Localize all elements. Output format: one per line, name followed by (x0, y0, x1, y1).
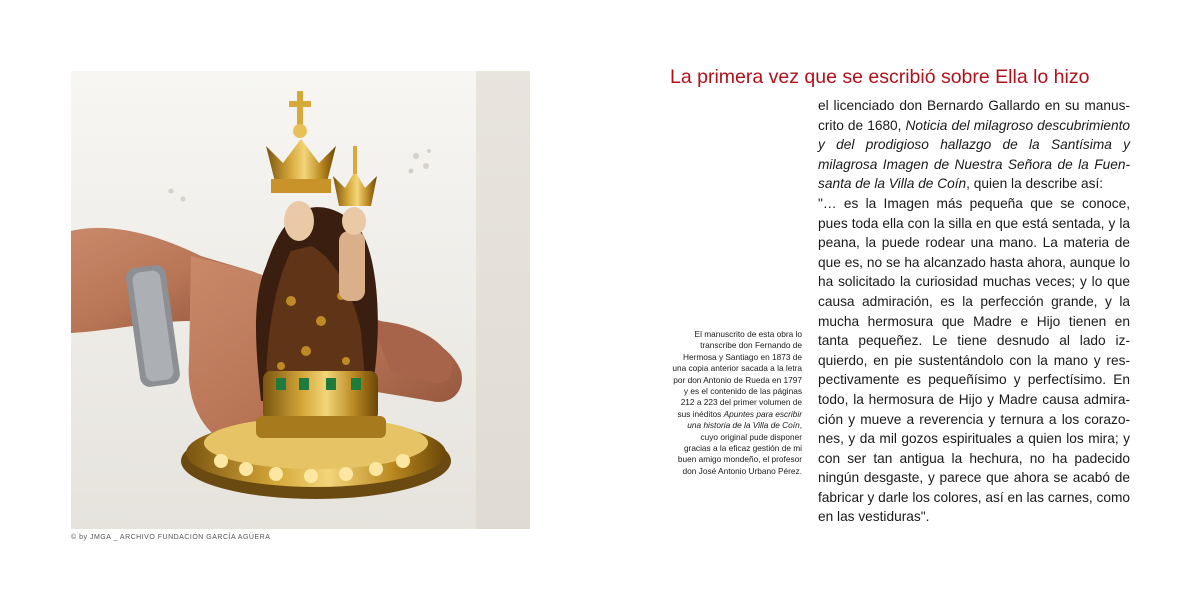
body-paragraph (818, 96, 1130, 194)
statue-photo (71, 71, 530, 529)
body-text (818, 96, 1130, 527)
photo-credit: © by JMGA _ ARCHIVO FUNDACIÓN GARCÍA AGÜERA (71, 534, 271, 541)
body-intro: el licenciado don Bernardo Gallardo en su manuscrito de 1680, (818, 98, 1130, 133)
caption-work-title: Apuntes para escribir una historia de la Villa de Coín (687, 408, 802, 431)
statue-illustration (71, 71, 530, 529)
side-caption (672, 329, 802, 477)
page-title: La primera vez que se escribió sobre Ella lo hizo (670, 66, 1090, 88)
manuscript-title: Noticia del milagroso descubrimiento y del prodigioso hallazgo de la Santísima y milagrosa Imagen de Nuestra Señora de la Fuensanta de la Villa de Coín (818, 117, 1131, 192)
caption-text-b: , cuyo original pude disponer gracias a la eficaz gestión de mi buen amigo mondeño, el profesor don José Antonio Urbano Pérez. (677, 420, 802, 476)
body-quote: "… es la Imagen más pequeña que se conoce, pues toda ella con la silla en que está sentada, y la peana, la puede rodear una mano. La materia de que es, no se ha alcanzado hasta ahora, aunque lo ha solicitado la curiosidad muchas veces; y lo que causa admiración, es la perfección grande, y la mucha hermosura que Madre e Hijo tienen en tanta pequeñez. Le tiene desnudo al lado izquierdo, en pie sustentándolo con la mano y respectivamente es pequeñísimo y perfectísimo. En todo, la hermosura de Hijo y Madre causa admiración y mueve a reverencia y ternura a los corazones, y da mil gozos espirituales a quien los mira; y con ser tan antigua la hechura, no ha padecido ningún desgaste, y parece que ahora se acabó de fabricar y darle los colores, así en las carnes, como en las vestiduras". (818, 195, 1130, 525)
caption-text-a: El manuscrito de esta obra lo transcribe don Fernando de Hermosa y Santiago en 1873 de una copia anterior sacada a la letra por don Antonio de Rueda en 1797 y es el contenido de las páginas 212 a 223 del primer volumen de sus inéditos (672, 329, 802, 419)
body-intro-end: , quien la describe así: (966, 176, 1104, 192)
